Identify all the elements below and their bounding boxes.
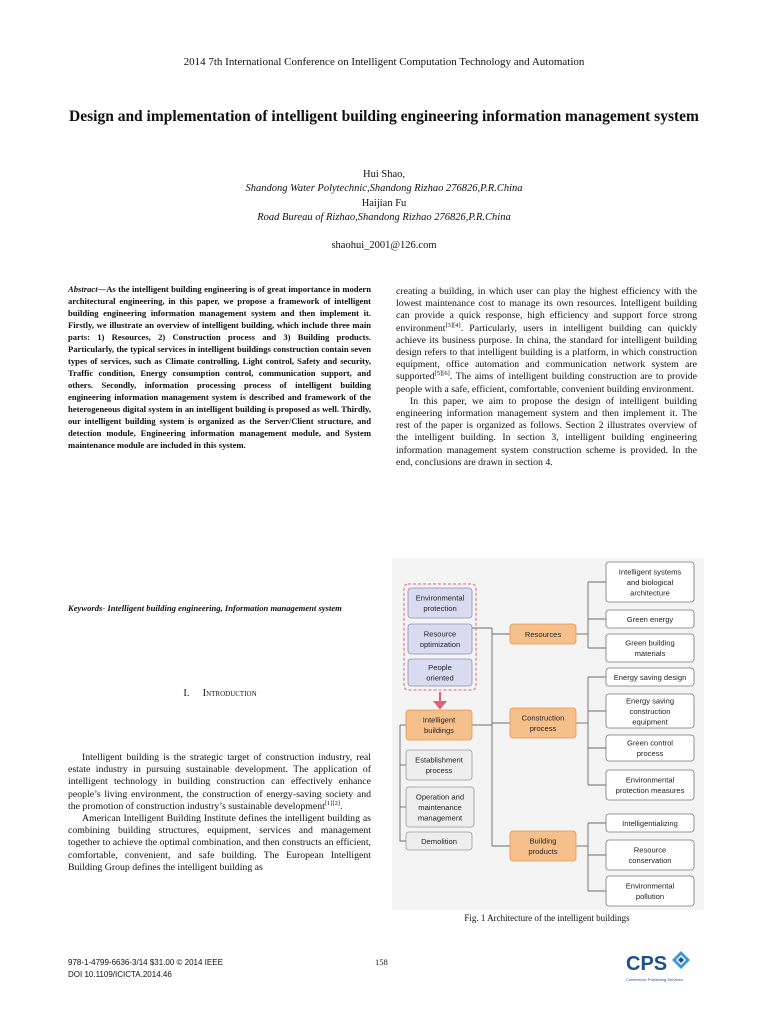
abstract-label: Abstract (68, 284, 98, 294)
node-label: equipment (632, 717, 668, 727)
node-environmental-protection (408, 588, 472, 618)
introduction-text (68, 752, 371, 874)
node-label: Building (529, 836, 557, 846)
author-affiliation: Shandong Water Polytechnic,Shandong Rizhao 276826,P.R.China (245, 183, 523, 195)
node-demolition (406, 832, 472, 850)
node-label: Demolition (421, 836, 457, 846)
isbn-line: 978-1-4799-6636-3/14 $31.00 © 2014 IEEE (68, 958, 223, 967)
node-products-child-2 (606, 876, 694, 906)
cps-logo-mark (672, 951, 690, 969)
node-resource-child-2 (606, 634, 694, 662)
node-construction-child-1 (606, 694, 694, 728)
node-label: Energy saving design (613, 672, 687, 682)
node-label: Environmental (625, 881, 675, 891)
node-label: Energy saving (625, 696, 675, 706)
author-affiliation: Road Bureau of Rizhao,Shandong Rizhao 276826,P.R.China (257, 211, 511, 223)
right-column-text (396, 286, 697, 469)
node-resource-child-1 (606, 610, 694, 628)
abstract-body: —As the intelligent building engineering is of great importance in modern architectural engineering, in this paper, we propose a framework of intelligent building engineering information management system and then implement it. Firstly, we illustrate an overview of intelligent building, which include three main parts: 1) Resources, 2) Construction process and 3) Building products. Particularly, the typical services in intelligent buildings construction contain seven types of services, such as Climate controlling, Light control, Safety and security, Traffic condition, Energy consumption control, communication support, and others. Secondly, information processing process of intelligent building engineering information management system is described and framework of the heterogeneous digital system in an intelligent building is proposed as well. Thirdly, our intelligent building system is organized as the Server/Client structure, and detection module, Engineering information management module, and System maintenance module are included in this system. (68, 284, 371, 450)
node-label: protection measures (615, 786, 685, 796)
citation: [3][4] (445, 321, 461, 329)
conference-header: 2014 7th International Conference on Intelligent Computation Technology and Automation (183, 56, 585, 68)
cps-logo (626, 946, 692, 986)
node-construction-child-2 (606, 735, 694, 761)
node-label: and biological (626, 577, 674, 587)
node-label: oriented (426, 673, 454, 683)
node-label: Operation and (415, 792, 465, 802)
node-label: Green control (626, 738, 674, 748)
node-label: Intelligentializing (622, 818, 678, 828)
paragraph-text: Intelligent building is the strategic target of construction industry, real estate industry in pursuing sustainable development. The application of intelligent technology in building construction can effectively enhance people’s living environment, the construction of energy-saving society and the promotion of construction industry’s sustainable development (68, 752, 371, 812)
node-intelligent-buildings (406, 710, 472, 740)
node-resources (510, 624, 576, 644)
node-label: buildings (424, 726, 454, 736)
author-email: shaohui_2001@126.com (331, 240, 437, 251)
paragraph-text: American Intelligent Building Institute defines the intelligent building as combining building structures, equipment, services and management together to achieve the optimal combination, and then constructs an efficient, comfortable, convenient, and safe building. The European Intelligent Building Group defines the intelligent building as (68, 813, 371, 873)
node-label: Resource (423, 629, 457, 639)
paragraph (68, 813, 371, 874)
section-heading (0, 688, 440, 699)
node-label: optimization (419, 640, 461, 650)
node-label: Green energy (626, 614, 674, 624)
node-label: materials (634, 649, 666, 659)
architecture-diagram (392, 558, 704, 910)
node-label: People (428, 663, 452, 673)
figure-caption: Fig. 1 Architecture of the intelligent buildings (464, 913, 630, 923)
node-construction-child-3 (606, 770, 694, 800)
keywords: Keywords- Intelligent building engineering, Information management system (68, 603, 342, 613)
node-label: maintenance (418, 802, 462, 812)
page-number: 158 (375, 957, 388, 967)
node-label: Resources (524, 629, 562, 639)
node-label: conservation (628, 856, 672, 866)
author-block (0, 168, 768, 225)
section-title: Introduction (202, 688, 257, 699)
abstract (68, 283, 371, 451)
doi-line: DOI 10.1109/ICICTA.2014.46 (68, 970, 172, 979)
node-label: construction (629, 706, 671, 716)
node-label: process (425, 766, 453, 776)
cps-logo-subtitle: Conference Publishing Services (626, 977, 683, 982)
node-label: protection (423, 604, 457, 614)
node-construction-process (510, 708, 576, 738)
paragraph-text: . (340, 800, 343, 812)
node-label: process (529, 724, 557, 734)
node-label: Environmental (415, 593, 465, 603)
node-label: Intelligent systems (618, 567, 682, 577)
node-label: products (528, 847, 558, 857)
node-label: management (417, 813, 463, 823)
node-construction-child-0 (606, 668, 694, 686)
node-label: process (636, 749, 664, 759)
node-label: Environmental (625, 775, 675, 785)
node-label: Construction (521, 713, 565, 723)
paper-title: Design and implementation of intelligent building engineering information management system (69, 108, 699, 125)
node-label: Green building (625, 638, 675, 648)
citation: [1][2] (324, 799, 341, 807)
node-label: Intelligent (422, 715, 456, 725)
node-label: Resource (633, 845, 667, 855)
paragraph (68, 752, 371, 813)
paragraph-text: . Particularly, users in intelligent building can quickly achieve its business purpose. In china, the standard for intelligent building design refers to that intelligent building is a platform, in which construction equipment, office automation and communication network system are supported (396, 322, 697, 383)
paragraph-text: creating a building, in which user can play the highest efficiency with the lowest maintenance cost to manage its own resources. Intelligent building can provide a quick response, high efficiency and support force strong environment (396, 286, 697, 334)
section-number: I. (183, 688, 190, 699)
paragraph-text: . The aims of intelligent building construction are to provide people with a safe, efficient, comfortable, convenient building environment. (396, 371, 697, 395)
node-establishment-process (406, 750, 472, 780)
paragraph (396, 396, 697, 469)
node-products-child-0 (606, 814, 694, 832)
footer-identifiers (68, 957, 223, 981)
node-operation-maintenance (406, 787, 474, 827)
node-label: architecture (630, 588, 670, 598)
author-name: Haijian Fu (361, 197, 407, 209)
author-name: Hui Shao, (363, 169, 405, 180)
paragraph-text: In this paper, we aim to propose the design of intelligent building engineering information management system and then implement it. The rest of the paper is organized as follows. Section 2 illustrates overview of the intelligent building. In section 3, intelligent building engineering information management system construction scheme is provided. In the end, conclusions are drawn in section 4. (396, 395, 697, 468)
node-building-products (510, 831, 576, 861)
paragraph (396, 286, 697, 396)
node-people-oriented (408, 659, 472, 686)
cps-logo-text: CPS (626, 953, 668, 975)
citation: [5][6] (434, 370, 450, 378)
node-products-child-1 (606, 840, 694, 870)
node-resource-child-0 (606, 562, 694, 602)
node-label: Establishment (415, 755, 463, 765)
node-resource-optimization (408, 624, 472, 654)
node-label: pollution (635, 892, 665, 902)
